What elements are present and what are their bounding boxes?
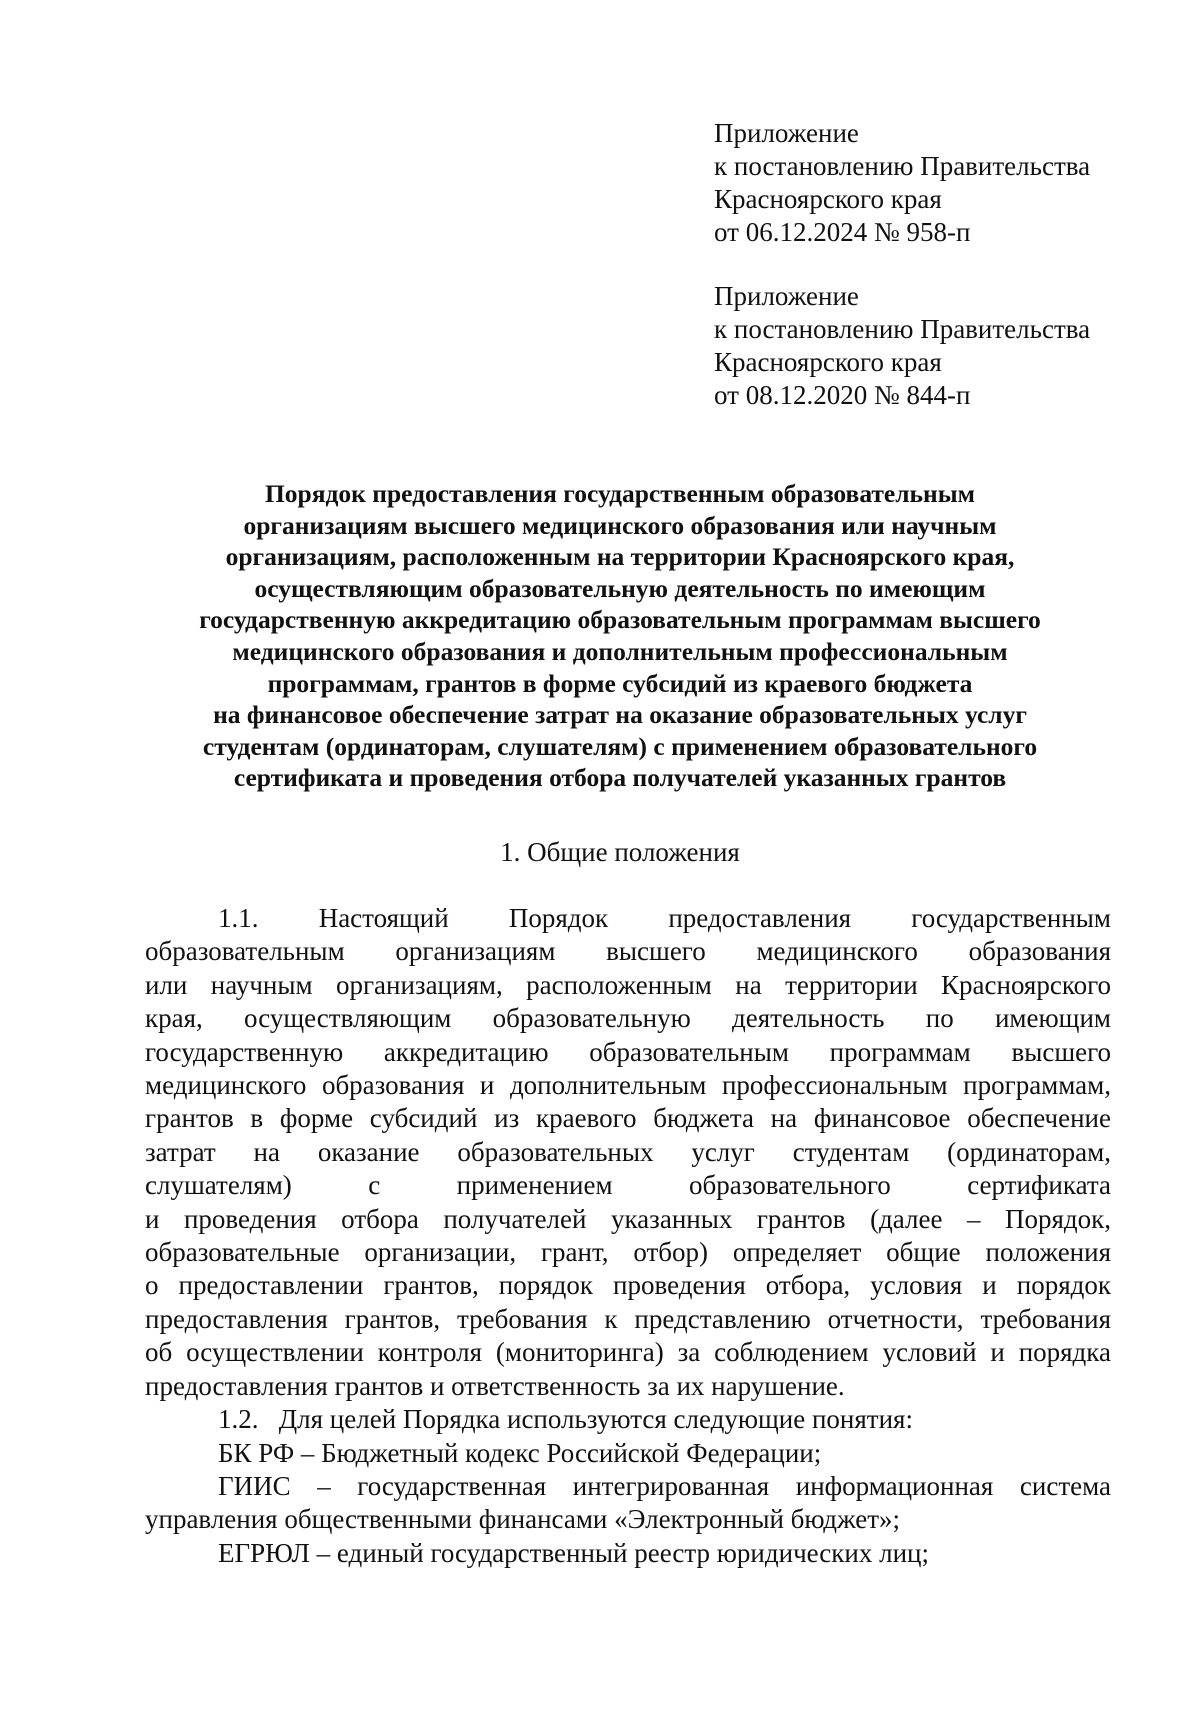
paragraph-line: грантов в форме субсидий из краевого бюджета на финансовое обеспечение	[145, 1103, 1111, 1134]
paragraph-line: края, осуществляющим образовательную деятельность по имеющим	[145, 1003, 1111, 1034]
title-line: сертификата и проведения отбора получателей указанных грантов	[233, 763, 1007, 793]
appendix-header-original	[714, 280, 1134, 412]
definition-egrul: ЕГРЮЛ – единый государственный реестр юридических лиц;	[218, 1537, 929, 1568]
title-line: государственную аккредитацию образовательным программам высшего	[199, 605, 1041, 635]
paragraph-line: слушателям) с применением образовательного сертификата	[145, 1170, 1111, 1201]
document-title	[140, 478, 1100, 794]
appendix-line: от 08.12.2020 № 844-п	[714, 380, 971, 410]
title-line: осуществляющим образовательную деятельность по имеющим	[254, 573, 986, 603]
title-line: организациям высшего медицинского образования или научным	[243, 510, 997, 540]
appendix-line: к постановлению Правительства	[714, 151, 1091, 181]
appendix-line: к постановлению Правительства	[714, 314, 1091, 344]
paragraph-line: образовательные организации, грант, отбор) определяет общие положения	[145, 1237, 1111, 1268]
paragraph-line: 1.1. Настоящий Порядок предоставления государственным	[218, 903, 1111, 933]
paragraph-line: предоставления грантов и ответственность за их нарушение.	[145, 1370, 845, 1401]
paragraph-line: предоставления грантов, требования к представлению отчетности, требования	[145, 1303, 1111, 1334]
paragraph-line: государственную аккредитацию образовательным программам высшего	[145, 1036, 1111, 1067]
paragraph-1-1	[145, 902, 1111, 1403]
title-line: программам, грантов в форме субсидий из краевого бюджета	[267, 668, 973, 698]
appendix-line: Приложение	[714, 281, 859, 311]
paragraph-line: затрат на оказание образовательных услуг студентам (ординаторам,	[145, 1136, 1111, 1167]
section-heading: 1. Общие положения	[500, 837, 740, 867]
title-line: Порядок предоставления государственным образовательным	[264, 479, 976, 508]
title-line: организациям, расположенным на территории Красноярского края,	[225, 542, 1015, 572]
paragraph-line: медицинского образования и дополнительным профессиональным программам,	[145, 1070, 1111, 1101]
definition-line: управления общественными финансами «Электронный бюджет»;	[145, 1504, 901, 1535]
paragraph-line: или научным организациям, расположенным на территории Красноярского	[145, 969, 1111, 1000]
paragraph-1-2: 1.2. Для целей Порядка используются следующие понятия:	[218, 1404, 913, 1435]
paragraph-line: об осуществлении контроля (мониторинга) за соблюдением условий и порядка	[145, 1337, 1111, 1368]
title-line: на финансовое обеспечение затрат на оказание образовательных услуг	[213, 700, 1027, 730]
title-line: медицинского образования и дополнительным профессиональным	[232, 636, 1008, 666]
paragraph-line: и проведения отбора получателей указанных грантов (далее – Порядок,	[145, 1203, 1111, 1234]
paragraph-line: образовательным организациям высшего медицинского образования	[145, 936, 1111, 967]
appendix-line: Приложение	[714, 118, 859, 148]
title-line: студентам (ординаторам, слушателям) с применением образовательного	[202, 731, 1038, 761]
appendix-line: Красноярского края	[714, 184, 942, 214]
document-body	[145, 902, 1111, 1570]
definition-giis	[145, 1470, 1111, 1537]
definition-bk-rf: БК РФ – Бюджетный кодекс Российской Федерации;	[218, 1437, 822, 1468]
appendix-header-current	[714, 117, 1134, 249]
paragraph-line: о предоставлении грантов, порядок проведения отбора, условия и порядок	[145, 1270, 1111, 1301]
definition-line: ГИИС – государственная интегрированная информационная система	[218, 1470, 1111, 1501]
appendix-line: Красноярского края	[714, 347, 942, 377]
appendix-line: от 06.12.2024 № 958-п	[714, 217, 971, 247]
